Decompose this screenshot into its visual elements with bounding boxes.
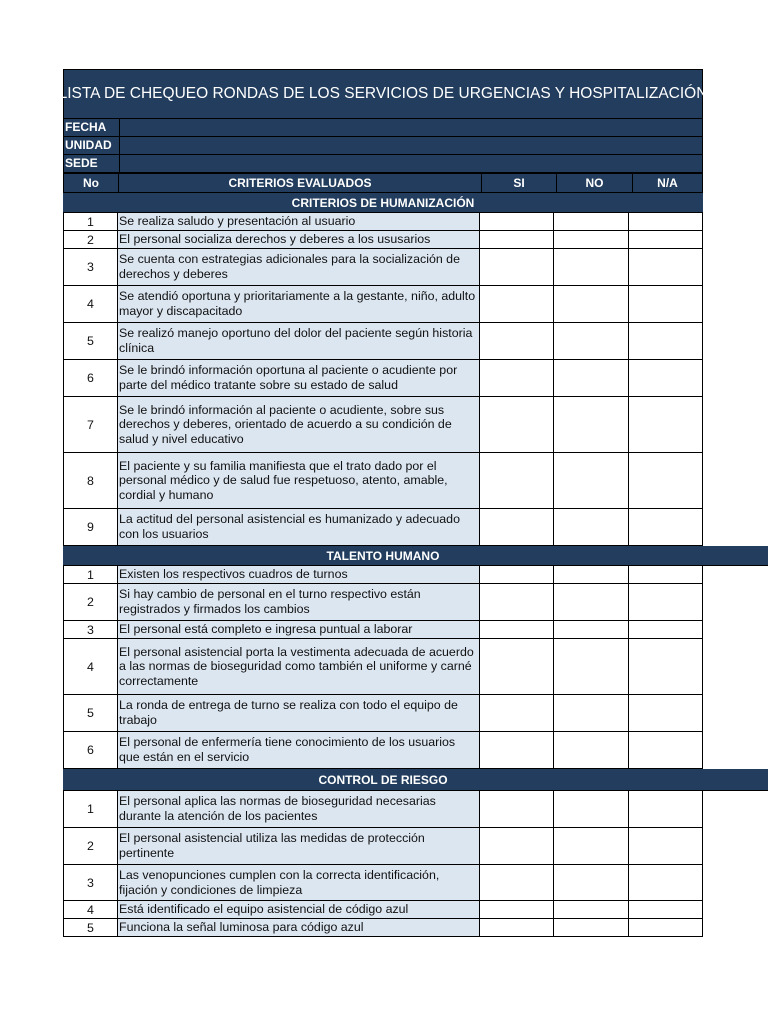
answer-si-cell[interactable] <box>480 231 554 248</box>
criteria-number: 4 <box>64 286 118 322</box>
answer-no-cell[interactable] <box>554 397 629 452</box>
criteria-text: El personal está completo e ingresa puntual a laborar <box>119 622 413 637</box>
criteria-number: 6 <box>64 360 118 396</box>
answer-no-cell[interactable] <box>554 566 629 583</box>
meta-value-unidad[interactable] <box>120 137 702 154</box>
answer-no-cell[interactable] <box>554 621 629 638</box>
criteria-number: 6 <box>64 732 118 768</box>
column-header-no-answer: NO <box>557 174 633 192</box>
criteria-number: 2 <box>64 584 118 620</box>
criteria-text-cell <box>118 901 480 918</box>
answer-no-cell[interactable] <box>554 286 629 322</box>
answer-no-cell[interactable] <box>554 639 629 694</box>
criteria-text-cell <box>118 865 480 900</box>
meta-label-sede: SEDE <box>64 155 120 172</box>
checklist-sheet <box>58 69 708 937</box>
meta-value-fecha[interactable] <box>120 119 702 136</box>
criteria-row <box>63 213 703 231</box>
section-title: TALENTO HUMANO <box>63 546 768 566</box>
criteria-number: 3 <box>64 621 118 638</box>
criteria-row <box>63 901 703 919</box>
criteria-number: 1 <box>64 213 118 230</box>
criteria-number: 2 <box>64 231 118 248</box>
criteria-text-cell <box>118 213 480 230</box>
criteria-text: El personal aplica las normas de bioseguridad necesarias durante la atención de los pacientes <box>119 794 436 823</box>
criteria-row <box>63 732 703 769</box>
column-header-criteria: CRITERIOS EVALUADOS <box>119 174 482 192</box>
answer-si-cell[interactable] <box>480 791 554 827</box>
checklist-sections <box>63 193 703 937</box>
answer-na-cell[interactable] <box>629 901 703 918</box>
criteria-text-cell <box>118 397 480 452</box>
answer-no-cell[interactable] <box>554 919 629 936</box>
answer-na-cell[interactable] <box>629 639 703 694</box>
answer-na-cell[interactable] <box>629 453 703 508</box>
criteria-text: Se le brindó información al paciente o acudiente, sobre sus derechos y deberes, orientado de acuerdo a su condición de salud y nivel educativo <box>119 402 452 446</box>
answer-si-cell[interactable] <box>480 919 554 936</box>
criteria-text: Funciona la señal luminosa para código azul <box>119 920 364 935</box>
section-title: CONTROL DE RIESGO <box>63 769 768 791</box>
answer-na-cell[interactable] <box>629 286 703 322</box>
checklist-title: LISTA DE CHEQUEO RONDAS DE LOS SERVICIOS DE URGENCIAS Y HOSPITALIZACIÓN <box>63 69 703 119</box>
answer-no-cell[interactable] <box>554 213 629 230</box>
criteria-row <box>63 919 703 937</box>
criteria-row <box>63 621 703 639</box>
answer-no-cell[interactable] <box>554 249 629 285</box>
criteria-text-cell <box>118 566 480 583</box>
meta-row-unidad <box>63 137 703 155</box>
answer-si-cell[interactable] <box>480 249 554 285</box>
criteria-number: 5 <box>64 695 118 731</box>
criteria-number: 8 <box>64 453 118 508</box>
criteria-text-cell <box>118 695 480 731</box>
criteria-row <box>63 249 703 286</box>
criteria-row <box>63 360 703 397</box>
answer-no-cell[interactable] <box>554 453 629 508</box>
criteria-text: El personal asistencial porta la vestimenta adecuada de acuerdo a las normas de bioseguridad como también el uniforme y carné correctamente <box>119 644 474 688</box>
answer-no-cell[interactable] <box>554 695 629 731</box>
criteria-number: 9 <box>64 509 118 545</box>
criteria-row <box>63 639 703 695</box>
section-title: CRITERIOS DE HUMANIZACIÓN <box>63 193 703 213</box>
criteria-text-cell <box>118 919 480 936</box>
answer-na-cell[interactable] <box>629 360 703 396</box>
criteria-number: 2 <box>64 828 118 864</box>
meta-label-unidad: UNIDAD <box>64 137 120 154</box>
answer-no-cell[interactable] <box>554 231 629 248</box>
criteria-number: 4 <box>64 901 118 918</box>
criteria-row <box>63 231 703 249</box>
answer-na-cell[interactable] <box>629 397 703 452</box>
answer-si-cell[interactable] <box>480 584 554 620</box>
answer-si-cell[interactable] <box>480 695 554 731</box>
criteria-number: 1 <box>64 566 118 583</box>
answer-no-cell[interactable] <box>554 323 629 359</box>
criteria-text: Se atendió oportuna y prioritariamente a la gestante, niño, adulto mayor y discapacitado <box>119 289 476 318</box>
answer-na-cell[interactable] <box>629 828 703 864</box>
criteria-text: Se cuenta con estrategias adicionales para la socialización de derechos y deberes <box>119 252 460 281</box>
criteria-text-cell <box>118 231 480 248</box>
criteria-text: La actitud del personal asistencial es humanizado y adecuado con los usuarios <box>119 512 460 541</box>
meta-label-fecha: FECHA <box>64 119 120 136</box>
column-header-row <box>63 173 703 193</box>
criteria-text: Está identificado el equipo asistencial de código azul <box>119 902 409 917</box>
meta-value-sede[interactable] <box>120 155 702 172</box>
answer-si-cell[interactable] <box>480 901 554 918</box>
answer-si-cell[interactable] <box>480 732 554 768</box>
column-header-si: SI <box>482 174 557 192</box>
answer-si-cell[interactable] <box>480 509 554 545</box>
criteria-text: Se realiza saludo y presentación al usuario <box>119 214 356 229</box>
criteria-text: El personal socializa derechos y deberes a los ususarios <box>119 232 431 247</box>
criteria-text: El personal de enfermería tiene conocimiento de los usuarios que están en el servicio <box>119 735 456 764</box>
criteria-row <box>63 323 703 360</box>
criteria-row <box>63 828 703 865</box>
criteria-text: Se realizó manejo oportuno del dolor del paciente según historia clínica <box>119 326 473 355</box>
criteria-row <box>63 791 703 828</box>
answer-si-cell[interactable] <box>480 865 554 900</box>
answer-si-cell[interactable] <box>480 621 554 638</box>
answer-no-cell[interactable] <box>554 828 629 864</box>
criteria-row <box>63 566 703 584</box>
criteria-text: Si hay cambio de personal en el turno respectivo están registrados y firmados los cambios <box>119 587 421 616</box>
criteria-row <box>63 286 703 323</box>
answer-no-cell[interactable] <box>554 509 629 545</box>
answer-na-cell[interactable] <box>629 509 703 545</box>
criteria-text-cell <box>118 621 480 638</box>
criteria-text-cell <box>118 249 480 285</box>
criteria-row <box>63 397 703 453</box>
answer-si-cell[interactable] <box>480 397 554 452</box>
criteria-number: 3 <box>64 865 118 900</box>
criteria-text-cell <box>118 791 480 827</box>
answer-si-cell[interactable] <box>480 639 554 694</box>
criteria-text: Se le brindó información oportuna al paciente o acudiente por parte del médico tratante sobre su estado de salud <box>119 363 458 392</box>
meta-row-fecha <box>63 119 703 137</box>
criteria-text-cell <box>118 732 480 768</box>
criteria-text: La ronda de entrega de turno se realiza con todo el equipo de trabajo <box>119 698 458 727</box>
answer-na-cell[interactable] <box>629 249 703 285</box>
answer-na-cell[interactable] <box>629 584 703 620</box>
answer-no-cell[interactable] <box>554 584 629 620</box>
answer-si-cell[interactable] <box>480 286 554 322</box>
column-header-na: N/A <box>657 176 678 190</box>
criteria-row <box>63 695 703 732</box>
criteria-number: 5 <box>64 919 118 936</box>
answer-na-cell[interactable] <box>629 566 703 583</box>
answer-no-cell[interactable] <box>554 901 629 918</box>
answer-no-cell[interactable] <box>554 732 629 768</box>
answer-na-cell[interactable] <box>629 791 703 827</box>
criteria-row <box>63 865 703 901</box>
answer-na-cell[interactable] <box>629 732 703 768</box>
criteria-text-cell <box>118 639 480 694</box>
criteria-number: 3 <box>64 249 118 285</box>
column-header-no: No <box>64 174 119 192</box>
criteria-number: 4 <box>64 639 118 694</box>
criteria-text: El personal asistencial utiliza las medidas de protección pertinente <box>119 831 425 860</box>
answer-si-cell[interactable] <box>480 323 554 359</box>
answer-si-cell[interactable] <box>480 360 554 396</box>
answer-si-cell[interactable] <box>480 828 554 864</box>
criteria-text-cell <box>118 828 480 864</box>
answer-na-cell[interactable] <box>629 919 703 936</box>
answer-na-cell[interactable] <box>629 865 703 900</box>
criteria-text-cell <box>118 509 480 545</box>
answer-no-cell[interactable] <box>554 360 629 396</box>
answer-na-cell[interactable] <box>629 323 703 359</box>
answer-no-cell[interactable] <box>554 865 629 900</box>
criteria-text: Existen los respectivos cuadros de turnos <box>119 567 348 582</box>
criteria-text-cell <box>118 360 480 396</box>
criteria-row <box>63 453 703 509</box>
criteria-text-cell <box>118 286 480 322</box>
answer-na-cell[interactable] <box>629 621 703 638</box>
answer-na-cell[interactable] <box>629 231 703 248</box>
answer-si-cell[interactable] <box>480 566 554 583</box>
criteria-text-cell <box>118 323 480 359</box>
answer-na-cell[interactable] <box>629 695 703 731</box>
criteria-row <box>63 584 703 621</box>
criteria-text-cell <box>118 584 480 620</box>
criteria-number: 5 <box>64 323 118 359</box>
criteria-number: 1 <box>64 791 118 827</box>
criteria-row <box>63 509 703 546</box>
meta-row-sede <box>63 155 703 173</box>
answer-na-cell[interactable] <box>629 213 703 230</box>
criteria-number: 7 <box>64 397 118 452</box>
answer-si-cell[interactable] <box>480 213 554 230</box>
criteria-text: Las venopunciones cumplen con la correcta identificación, fijación y condiciones de limpieza <box>119 867 440 897</box>
criteria-text: El paciente y su familia manifiesta que el trato dado por el personal médico y de salud fue respetuoso, atento, amable, cordial y humano <box>119 458 448 502</box>
answer-no-cell[interactable] <box>554 791 629 827</box>
answer-si-cell[interactable] <box>480 453 554 508</box>
criteria-text-cell <box>118 453 480 508</box>
